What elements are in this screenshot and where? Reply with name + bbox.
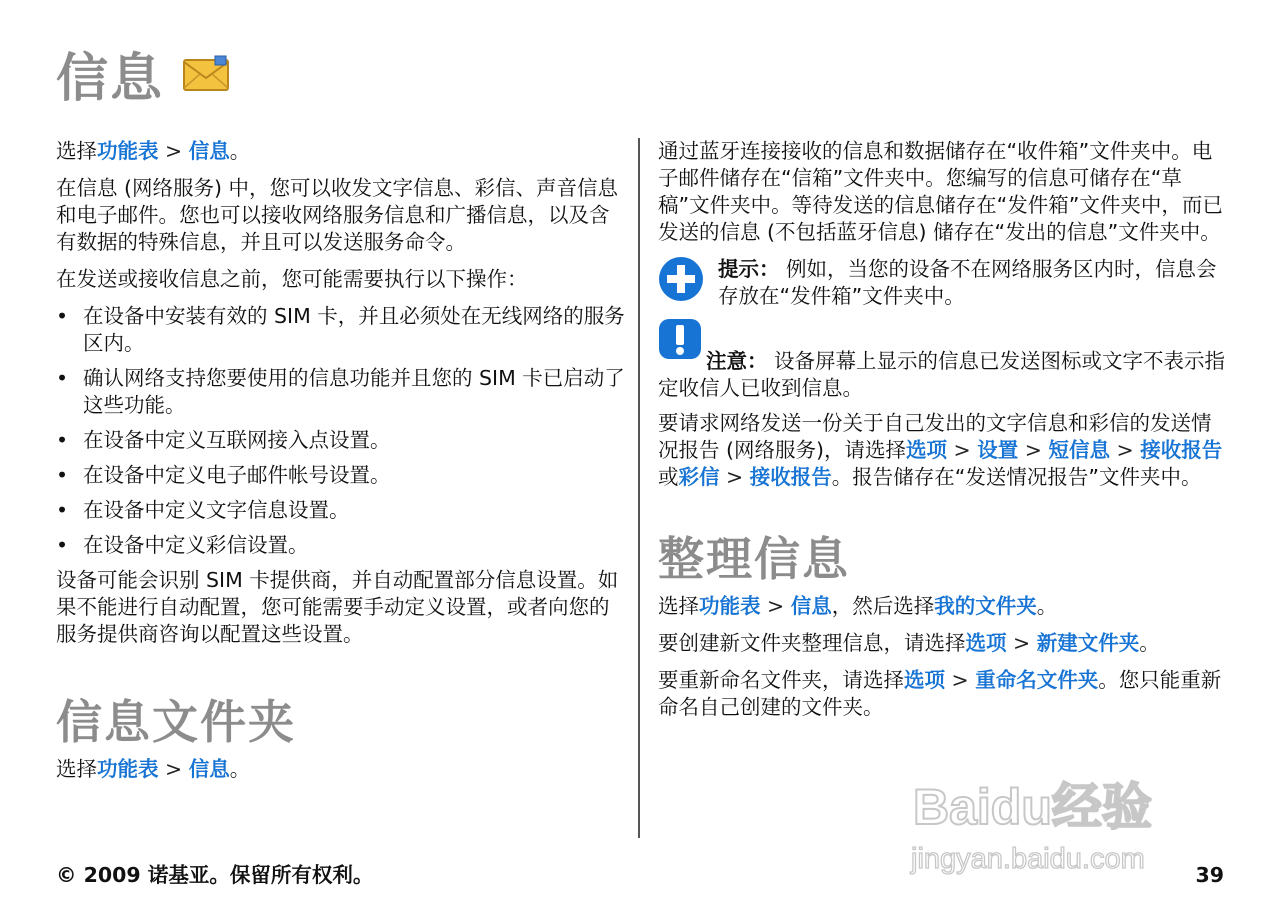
- page-title: [56, 36, 230, 111]
- baidu-watermark: [905, 770, 1225, 880]
- storage-paragraph: 通过蓝牙连接接收的信息和数据储存在“收件箱”文件夹中。电子邮件储存在“信箱”文件夹中。您编写的信息可储存在“草稿”文件夹中。等待发送的信息储存在“发件箱”文件夹中，而已发送的信息 (不包括蓝牙信息) 储存在“发出的信息”文件夹中。: [658, 139, 1223, 244]
- caution-text: 设备屏幕上显示的信息已发送图标或文字不表示指定收信人已收到信息。: [658, 349, 1226, 400]
- nav-path-messaging: 选择功能表 > 信息。: [56, 139, 251, 163]
- tip-note: [658, 256, 1230, 310]
- link-messaging[interactable]: 信息: [790, 594, 832, 618]
- tip-text: 例如，当您的设备不在网络服务区内时，信息会存放在“发件箱”文件夹中。: [718, 257, 1217, 308]
- link-menu[interactable]: 功能表: [97, 757, 159, 781]
- list-item: • 在设备中定义彩信设置。: [56, 532, 628, 559]
- rename-folder-paragraph: 要重新命名文件夹，请选择选项 > 重命名文件夹。您只能重新命名自己创建的文件夹。: [658, 668, 1222, 719]
- link-menu[interactable]: 功能表: [699, 594, 761, 618]
- left-column: [56, 138, 628, 793]
- section-heading-organize: 整理信息: [658, 532, 850, 586]
- right-column: [658, 138, 1230, 731]
- list-item: • 确认网络支持您要使用的信息功能并且您的 SIM 卡已启动了这些功能。: [56, 365, 628, 419]
- list-item: • 在设备中定义电子邮件帐号设置。: [56, 462, 628, 489]
- watermark-url: jingyan.baidu.com: [911, 843, 1145, 875]
- plus-circle-icon: [658, 256, 704, 306]
- exclamation-icon: [658, 318, 702, 364]
- watermark-brand: Baidu经验: [913, 779, 1152, 835]
- link-options[interactable]: 选项: [904, 668, 945, 692]
- link-delivery-report[interactable]: 接收报告: [749, 465, 832, 489]
- nav-path-my-folders: 选择功能表 > 信息，然后选择我的文件夹。: [658, 594, 1058, 618]
- nav-path-folders: 选择功能表 > 信息。: [56, 757, 251, 781]
- caution-label: 注意：: [706, 349, 768, 373]
- link-options[interactable]: 选项: [906, 438, 948, 462]
- intro-paragraph: 在信息 (网络服务) 中，您可以收发文字信息、彩信、声音信息和电子邮件。您也可以接收网络服务信息和广播信息，以及含有数据的特殊信息，并且可以发送服务命令。: [56, 176, 619, 254]
- link-menu[interactable]: 功能表: [97, 139, 159, 163]
- caution-note: [658, 318, 1230, 402]
- link-messaging[interactable]: 信息: [188, 139, 230, 163]
- create-folder-paragraph: 要创建新文件夹整理信息，请选择选项 > 新建文件夹。: [658, 631, 1160, 655]
- link-settings[interactable]: 设置: [977, 438, 1019, 462]
- link-rename-folder[interactable]: 重命名文件夹: [975, 668, 1099, 692]
- link-options[interactable]: 选项: [965, 631, 1007, 655]
- link-delivery-report[interactable]: 接收报告: [1140, 438, 1223, 462]
- list-item: • 在设备中安装有效的 SIM 卡，并且必须处在无线网络的服务区内。: [56, 303, 628, 357]
- page-title-text: 信息: [56, 49, 165, 109]
- envelope-icon: [182, 47, 230, 107]
- column-divider: [638, 138, 640, 838]
- list-item: • 在设备中定义文字信息设置。: [56, 497, 628, 524]
- link-messaging[interactable]: 信息: [188, 757, 230, 781]
- prerequisite-list: [56, 303, 628, 559]
- page-number: 39: [1195, 863, 1224, 887]
- delivery-report-paragraph: 要请求网络发送一份关于自己发出的文字信息和彩信的发送情况报告 (网络服务)，请选择选项 > 设置 > 短信息 > 接收报告或彩信 > 接收报告。报告储存在“发送情况报告”文件夹中。: [658, 411, 1223, 489]
- link-multimedia-message[interactable]: 彩信: [678, 465, 720, 489]
- auto-config-paragraph: 设备可能会识别 SIM 卡提供商，并自动配置部分信息设置。如果不能进行自动配置，您可能需要手动定义设置，或者向您的服务提供商咨询以配置这些设置。: [56, 568, 619, 646]
- before-sending-paragraph: 在发送或接收信息之前，您可能需要执行以下操作：: [56, 267, 528, 291]
- tip-label: 提示：: [718, 257, 780, 281]
- list-item: • 在设备中定义互联网接入点设置。: [56, 427, 628, 454]
- section-heading-folders: 信息文件夹: [56, 695, 296, 749]
- copyright-notice: © 2009 诺基亚。保留所有权利。: [56, 863, 374, 887]
- link-new-folder[interactable]: 新建文件夹: [1036, 631, 1140, 655]
- link-my-folders[interactable]: 我的文件夹: [934, 594, 1037, 618]
- link-text-message[interactable]: 短信息: [1048, 438, 1111, 462]
